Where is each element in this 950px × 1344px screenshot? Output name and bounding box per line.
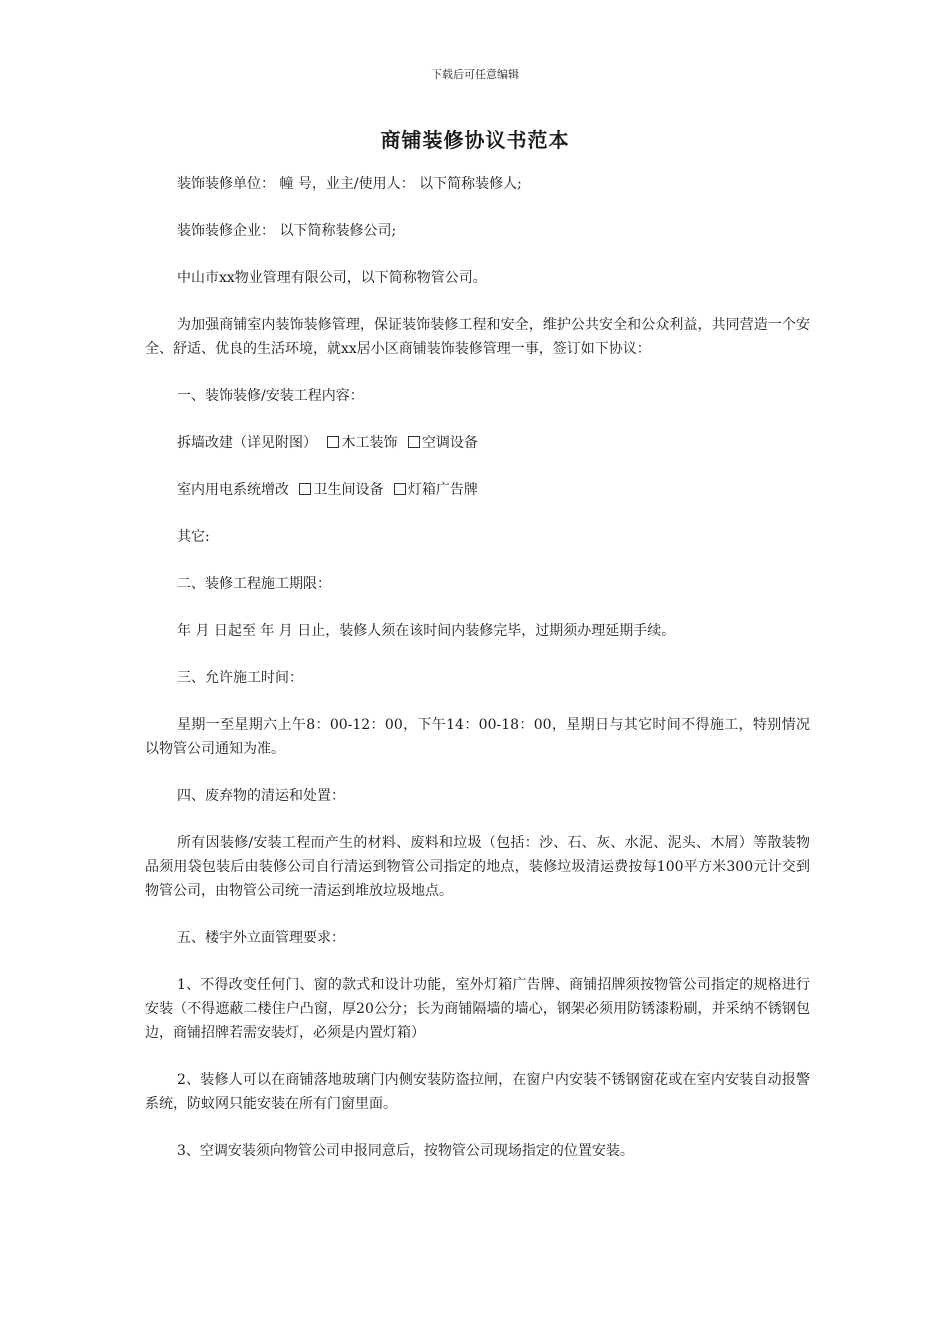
party-decoration-unit: 装饰装修单位： 幢 号，业主/使用人： 以下简称装修人; xyxy=(177,176,522,192)
section-1-other: 其它: xyxy=(177,529,210,545)
document-title: 商铺装修协议书范本 xyxy=(380,128,570,152)
section-5-item-2: 2、装修人可以在商铺落地玻璃门内侧安装防盗拉闸，在窗户内安装不锈钢窗花或在室内安装自动报警系统，防蚊网只能安装在所有门窗里面。 xyxy=(145,1072,810,1112)
option-label: 灯箱广告牌 xyxy=(407,482,478,498)
checkbox[interactable] xyxy=(394,483,406,495)
preamble: 为加强商铺室内装饰装修管理，保证装饰装修工程和安全，维护公共安全和公众利益，共同营造一个安全、舒适、优良的生活环境，就xx居小区商铺装饰装修管理一事，签订如下协议： xyxy=(145,317,810,357)
option-label: 卫生间设备 xyxy=(313,482,384,498)
header-note: 下载后可任意编辑 xyxy=(431,68,519,81)
section-1-options-row-1 xyxy=(145,431,810,455)
party-property-company: 中山市xx物业管理有限公司，以下简称物管公司。 xyxy=(177,270,487,286)
section-4-text: 所有因装修/安装工程而产生的材料、废料和垃圾（包括：沙、石、灰、水泥、泥头、木屑）等散装物品须用袋包装后由装修公司自行清运到物管公司指定的地点，装修垃圾清运费按每100平方米300元计交到物管公司，由物管公司统一清运到堆放垃圾地点。 xyxy=(145,835,810,899)
section-4-heading: 四、废弃物的清运和处置： xyxy=(177,788,345,804)
section-5-item-1: 1、不得改变任何门、窗的款式和设计功能，室外灯箱广告牌、商铺招牌须按物管公司指定的规格进行安装（不得遮蔽二楼住户凸窗，厚20公分；长为商铺隔墙的墙心，钢架必须用防锈漆粉刷，并采纳不锈钢包边，商铺招牌若需安装灯，必须是内置灯箱） xyxy=(145,977,810,1041)
party-decoration-company: 装饰装修企业： 以下简称装修公司; xyxy=(177,223,397,239)
section-5-heading: 五、楼宇外立面管理要求： xyxy=(177,930,345,946)
section-3-heading: 三、允许施工时间： xyxy=(177,670,303,686)
checkbox[interactable] xyxy=(408,436,420,448)
option-label: 空调设备 xyxy=(421,435,478,451)
document-body xyxy=(145,172,810,1186)
section-2-text: 年 月 日起至 年 月 日止，装修人须在该时间内装修完毕，过期须办理延期手续。 xyxy=(177,623,676,639)
section-1-heading: 一、装饰装修/安装工程内容： xyxy=(177,388,364,404)
checkbox[interactable] xyxy=(299,483,311,495)
section-3-text: 星期一至星期六上午8：00-12：00，下午14：00-18：00，星期日与其它时间不得施工，特别情况以物管公司通知为准。 xyxy=(145,717,810,757)
section-5-item-3: 3、空调安装须向物管公司申报同意后，按物管公司现场指定的位置安装。 xyxy=(177,1143,634,1159)
section-2-heading: 二、装修工程施工期限： xyxy=(177,576,331,592)
option-label: 木工装饰 xyxy=(341,435,398,451)
checkbox[interactable] xyxy=(327,436,339,448)
section-1-options-row-2 xyxy=(145,478,810,502)
option-prefix: 拆墙改建（详见附图） xyxy=(177,435,317,451)
option-prefix: 室内用电系统增改 xyxy=(177,482,289,498)
